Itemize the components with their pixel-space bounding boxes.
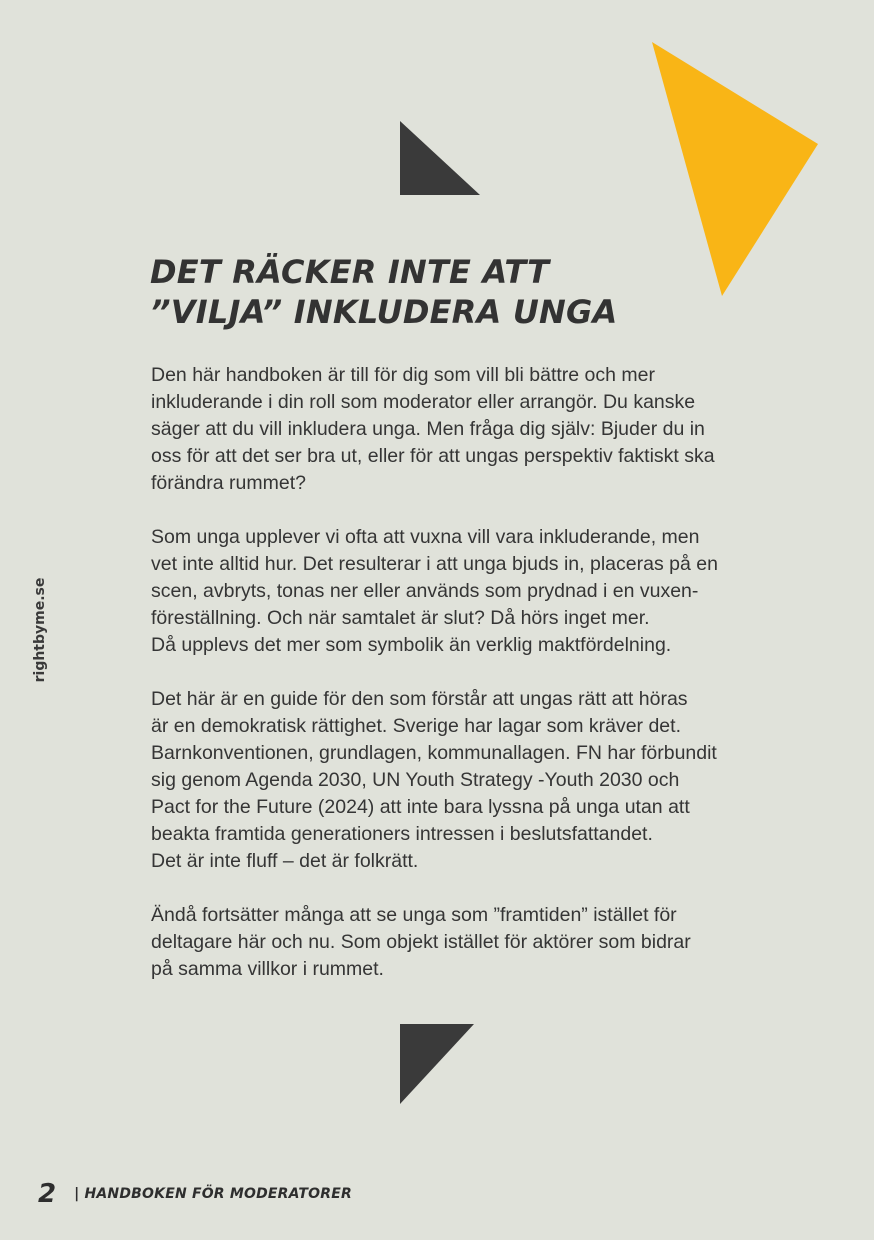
paragraph (151, 686, 791, 875)
paragraph-line: Då upplevs det mer som symbolik än verklig maktfördelning. (151, 634, 672, 656)
website-label: rightbyme.se (32, 577, 48, 683)
paragraph (151, 902, 791, 983)
paragraph (151, 524, 791, 659)
paragraph-line: förändra rummet? (151, 472, 306, 494)
body-text (151, 362, 791, 1010)
paragraph-line: oss för att det ser bra ut, eller för att ungas perspektiv faktiskt ska (151, 445, 715, 467)
paragraph-line: Som unga upplever vi ofta att vuxna vill vara inkluderande, men (151, 526, 700, 548)
page-footer (38, 1176, 352, 1212)
paragraph-line: Den här handboken är till för dig som vill bli bättre och mer (151, 364, 655, 386)
paragraph-line: på samma villkor i rummet. (151, 958, 384, 980)
paragraph-line: beakta framtida generationers intressen i beslutsfattandet. (151, 823, 653, 845)
paragraph-line: sig genom Agenda 2030, UN Youth Strategy -Youth 2030 och (151, 769, 680, 791)
page-title-line-1: DET RÄCKER INTE ATT (150, 253, 550, 291)
paragraph-line: säger att du vill inkludera unga. Men fråga dig själv: Bjuder du in (151, 418, 705, 440)
dark-triangle-bottom (399, 1023, 475, 1105)
paragraph-line: inkluderande i din roll som moderator eller arrangör. Du kanske (151, 391, 696, 413)
footer-label: | HANDBOKEN FÖR MODERATORER (74, 1186, 352, 1202)
paragraph-line: Det är inte fluff – det är folkrätt. (151, 850, 419, 872)
sidebar-website (28, 577, 52, 683)
page-title-line-2: ”VILJA” INKLUDERA UNGA (150, 293, 618, 331)
paragraph-line: deltagare här och nu. Som objekt istället för aktörer som bidrar (151, 931, 691, 953)
paragraph-line: vet inte alltid hur. Det resulterar i att unga bjuds in, placeras på en (151, 553, 718, 575)
paragraph-line: Ändå fortsätter många att se unga som ”framtiden” istället för (151, 904, 677, 926)
paragraph-line: scen, avbryts, tonas ner eller används som prydnad i en vuxen- (151, 580, 699, 602)
page-title (150, 252, 790, 332)
dark-triangle-top (399, 120, 481, 196)
paragraph-line: Det här är en guide för den som förstår att ungas rätt att höras (151, 688, 688, 710)
paragraph-line: är en demokratisk rättighet. Sverige har lagar som kräver det. (151, 715, 681, 737)
paragraph (151, 362, 791, 497)
paragraph-line: Barnkonventionen, grundlagen, kommunallagen. FN har förbundit (151, 742, 717, 764)
page-number: 2 (38, 1179, 57, 1209)
paragraph-line: föreställning. Och när samtalet är slut? Då hörs inget mer. (151, 607, 650, 629)
paragraph-line: Pact for the Future (2024) att inte bara lyssna på unga utan att (151, 796, 690, 818)
